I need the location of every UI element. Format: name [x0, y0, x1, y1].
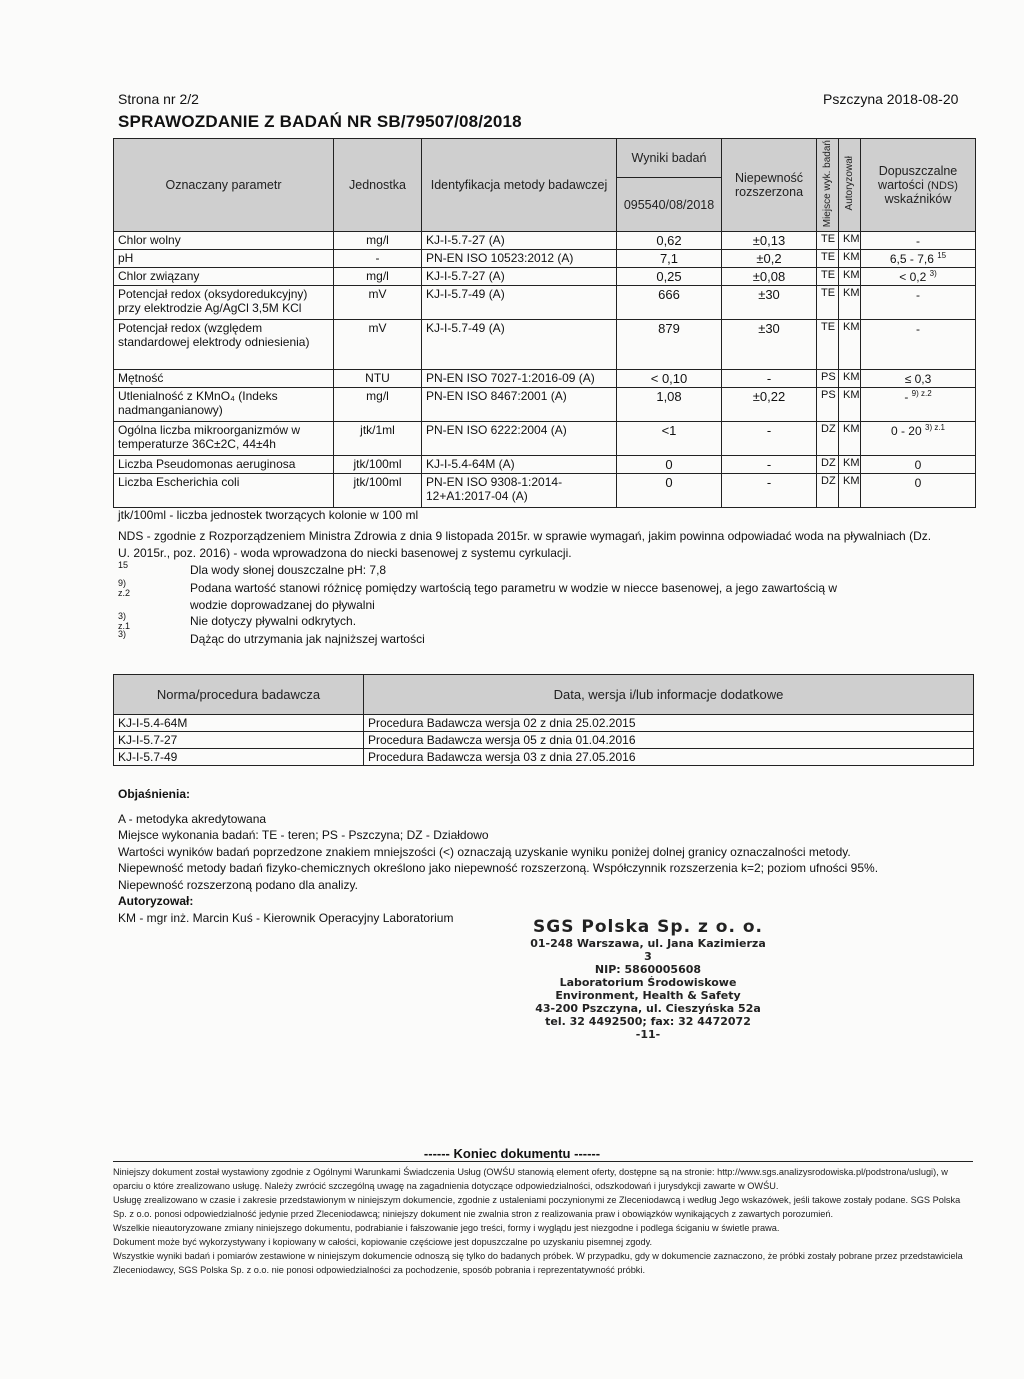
- param-cell: Utlenialność z KMnO₄ (Indeks nadmanganianowy): [114, 388, 334, 422]
- header-norm: Norma/procedura badawcza: [114, 675, 364, 715]
- unit-cell: mg/l: [334, 268, 422, 286]
- header-uncertainty: Niepewność rozszerzona: [722, 139, 817, 232]
- method-cell: PN-EN ISO 7027-1:2016-09 (A): [422, 370, 617, 388]
- method-cell: KJ-I-5.7-49 (A): [422, 320, 617, 370]
- unit-cell: jtk/100ml: [334, 456, 422, 474]
- authorized-cell: KM: [839, 268, 861, 286]
- param-cell: Liczba Pseudomonas aeruginosa: [114, 456, 334, 474]
- method-cell: PN-EN ISO 9308-1:2014-12+A1:2017-04 (A): [422, 474, 617, 508]
- place-cell: DZ: [817, 422, 839, 456]
- param-cell: Potencjał redox (względem standardowej elektrody odniesienia): [114, 320, 334, 370]
- limit-cell: -: [861, 320, 976, 370]
- limit-footnote-mark: 3): [929, 269, 937, 279]
- table-row: [114, 456, 976, 474]
- param-cell: Chlor wolny: [114, 232, 334, 250]
- result-cell: 0,25: [617, 268, 722, 286]
- limit-cell: 0: [861, 456, 976, 474]
- result-cell: 879: [617, 320, 722, 370]
- header-parameter: Oznaczany parametr: [114, 139, 334, 232]
- nds-note: NDS - zgodnie z Rozporządzeniem Ministra Zdrowia z dnia 9 listopada 2015r. w sprawie wymagań, jakim powinna odpowiadać woda na pływalniach (Dz. U. 2015r., poz. 2016) - woda wprowadzona do niecki basenowej z systemu cyrkulacji.: [118, 529, 932, 560]
- report-title: SPRAWOZDANIE Z BADAŃ NR SB/79507/08/2018: [118, 112, 522, 131]
- place-cell: TE: [817, 268, 839, 286]
- limit-cell: ≤ 0,3: [861, 370, 976, 388]
- results-table: [113, 138, 976, 508]
- result-cell: 1,08: [617, 388, 722, 422]
- explanations: Objaśnienia: A - metodyka akredytowana Miejsce wykonania badań: TE - teren; PS - Pszczyna; DZ - Działdowo Wartości wyników badań poprzedzone znakiem mniejszości (<) oznaczają uzyskanie wyniku poniżej dolnej granicy oznaczalności metody. Niepewność metody badań fizyko-chemicznych określono jako niepewność rozszerzoną. Współczynnik rozszerzenia k=2; poziom ufności 95%. Niepewność rozszerzoną podano dla analizy. Autoryzował: KM - mgr inż. Marcin Kuś - Kierownik Operacyjny Laboratorium: [118, 787, 879, 925]
- table-row: [114, 268, 976, 286]
- method-cell: KJ-I-5.7-49 (A): [422, 286, 617, 320]
- place-cell: PS: [817, 370, 839, 388]
- place-cell: TE: [817, 286, 839, 320]
- result-cell: < 0,10: [617, 370, 722, 388]
- authorized-cell: KM: [839, 474, 861, 508]
- table-row: [114, 422, 976, 456]
- method-cell: KJ-I-5.4-64M (A): [422, 456, 617, 474]
- authorized-cell: KM: [839, 250, 861, 268]
- table-row: [114, 474, 976, 508]
- limit-cell: 0 - 20 $^{3) z.1}$: [861, 422, 976, 456]
- method-cell: KJ-I-5.7-27 (A): [422, 232, 617, 250]
- place-cell: TE: [817, 232, 839, 250]
- legal-notice: Niniejszy dokument został wystawiony zgodnie z Ogólnymi Warunkami Świadczenia Usług (OWŚU stanowią element oferty, dostępne są na stronie: http://www.sgs.analizysrodowiska.pl/podstrona/uslugi), w oparciu o które zrealizowano usługę. Należy zwrócić szczególną uwagę na zagadnienia dotyczące odpowiedzialności, odszkodowań i jurysdykcji zawarte w OWŚU. Usługę zrealizowano w czasie i zakresie przedstawionym w niniejszym dokumencie, zgodnie z ustaleniami poczynionymi ze Zleceniodawcą i według Jego wskazówek, jeśli takowe zostały podane. SGS Polska Sp. z o.o. ponosi odpowiedzialność jedynie przed Zleceniodawcą; niniejszy dokument nie zwalnia stron z realizowania praw i obowiązków wynikających z zawartych porozumień. Wszelkie nieautoryzowane zmiany niniejszego dokumentu, podrabianie i fałszowanie jego treści, formy i wyglądu jest niezgodne i podlega ściganiu w świetle prawa. Dokument może być wykorzystywany i kopiowany w całości, kopiowanie częściowe jest dopuszczalne po uzyskaniu pisemnej zgody. Wszystkie wyniki badań i pomiarów zestawione w niniejszym dokumencie odnoszą się tylko do badanych próbek. W przypadku, gdy w dokumencie zaznaczono, że próbki zostały pobrane przez przedstawiciela Zleceniodawcy, SGS Polska Sp. z o.o. nie ponosi odpowiedzialności za pochodzenie, sposób pobrania i reprezentatywność próbki.: [113, 1161, 973, 1277]
- table-row: [114, 320, 976, 370]
- limit-footnote-mark: 3) z.1: [925, 423, 946, 433]
- uncertainty-cell: ±0,08: [722, 268, 817, 286]
- authorized-cell: KM: [839, 370, 861, 388]
- authorized-cell: KM: [839, 320, 861, 370]
- result-cell: 0: [617, 456, 722, 474]
- place-cell: TE: [817, 250, 839, 268]
- authorized-cell: KM: [839, 422, 861, 456]
- result-cell: 0: [617, 474, 722, 508]
- table-row: KJ-I-5.4-64M Procedura Badawcza wersja 02 z dnia 25.02.2015: [114, 715, 974, 732]
- method-cell: KJ-I-5.7-27 (A): [422, 268, 617, 286]
- norms-table: [113, 674, 974, 766]
- limit-cell: -: [861, 232, 976, 250]
- uncertainty-cell: -: [722, 422, 817, 456]
- param-cell: Ogólna liczba mikroorganizmów w temperaturze 36C±2C, 44±4h: [114, 422, 334, 456]
- place-cell: DZ: [817, 456, 839, 474]
- limit-cell: 6,5 - 7,6 $^{15}$: [861, 250, 976, 268]
- table-row: KJ-I-5.7-49 Procedura Badawcza wersja 03 z dnia 27.05.2016: [114, 749, 974, 766]
- limit-footnote-mark: 15: [937, 251, 947, 261]
- param-cell: Potencjał redox (oksydoredukcyjny) przy elektrodzie Ag/AgCl 3,5M KCl: [114, 286, 334, 320]
- uncertainty-cell: ±30: [722, 286, 817, 320]
- method-cell: PN-EN ISO 6222:2004 (A): [422, 422, 617, 456]
- place-cell: TE: [817, 320, 839, 370]
- uncertainty-cell: ±0,2: [722, 250, 817, 268]
- uncertainty-cell: -: [722, 370, 817, 388]
- units-footnote: jtk/100ml - liczba jednostek tworzących kolonie w 100 ml: [118, 508, 419, 522]
- unit-cell: -: [334, 250, 422, 268]
- table-row: [114, 250, 976, 268]
- unit-cell: jtk/100ml: [334, 474, 422, 508]
- header-authorized: Autoryzował: [839, 139, 861, 232]
- limit-cell: - $^{9) z.2}$: [861, 388, 976, 422]
- header-sample-id: 095540/08/2018: [617, 178, 722, 232]
- result-cell: <1: [617, 422, 722, 456]
- result-cell: 7,1: [617, 250, 722, 268]
- table-row: KJ-I-5.7-27 Procedura Badawcza wersja 05 z dnia 01.04.2016: [114, 732, 974, 749]
- unit-cell: mg/l: [334, 388, 422, 422]
- authorized-cell: KM: [839, 456, 861, 474]
- header-allowed: Dopuszczalne wartości (NDS) wskaźników: [861, 139, 976, 232]
- unit-cell: mg/l: [334, 232, 422, 250]
- header-place: Miejsce wyk. badań: [817, 139, 839, 232]
- unit-cell: mV: [334, 320, 422, 370]
- table-row: [114, 286, 976, 320]
- unit-cell: NTU: [334, 370, 422, 388]
- end-of-document: ------ Koniec dokumentu ------: [423, 1146, 601, 1161]
- uncertainty-cell: ±0,22: [722, 388, 817, 422]
- authorized-cell: KM: [839, 286, 861, 320]
- method-cell: PN-EN ISO 10523:2012 (A): [422, 250, 617, 268]
- table-row: [114, 370, 976, 388]
- uncertainty-cell: -: [722, 456, 817, 474]
- table-row: [114, 232, 976, 250]
- limit-footnote-mark: 9) z.2: [911, 389, 932, 399]
- result-cell: 0,62: [617, 232, 722, 250]
- authorized-cell: KM: [839, 388, 861, 422]
- authorized-cell: KM: [839, 232, 861, 250]
- header-results: Wyniki badań: [617, 139, 722, 178]
- place-date: Pszczyna 2018-08-20: [823, 91, 959, 107]
- result-cell: 666: [617, 286, 722, 320]
- place-cell: PS: [817, 388, 839, 422]
- limit-cell: -: [861, 286, 976, 320]
- limit-cell: < 0,2 $^{3)}$: [861, 268, 976, 286]
- unit-cell: mV: [334, 286, 422, 320]
- unit-cell: jtk/1ml: [334, 422, 422, 456]
- param-cell: Mętność: [114, 370, 334, 388]
- place-cell: DZ: [817, 474, 839, 508]
- param-cell: Chlor związany: [114, 268, 334, 286]
- param-cell: Liczba Escherichia coli: [114, 474, 334, 508]
- param-cell: pH: [114, 250, 334, 268]
- header-method: Identyfikacja metody badawczej: [422, 139, 617, 232]
- method-cell: PN-EN ISO 8467:2001 (A): [422, 388, 617, 422]
- header-unit: Jednostka: [334, 139, 422, 232]
- table-row: [114, 388, 976, 422]
- header-info: Data, wersja i/lub informacje dodatkowe: [364, 675, 974, 715]
- uncertainty-cell: ±30: [722, 320, 817, 370]
- uncertainty-cell: -: [722, 474, 817, 508]
- company-stamp: SGS Polska Sp. z o. o. 01-248 Warszawa, ul. Jana Kazimierza 3 NIP: 5860005608 Laboratorium Środowiskowe Environment, Health & Safety 43-200 Pszczyna, ul. Cieszyńska 52a tel. 32 4492500; fax: 32 4472072 -11-: [530, 917, 766, 1041]
- uncertainty-cell: ±0,13: [722, 232, 817, 250]
- page-number: Strona nr 2/2: [118, 91, 199, 107]
- limit-cell: 0: [861, 474, 976, 508]
